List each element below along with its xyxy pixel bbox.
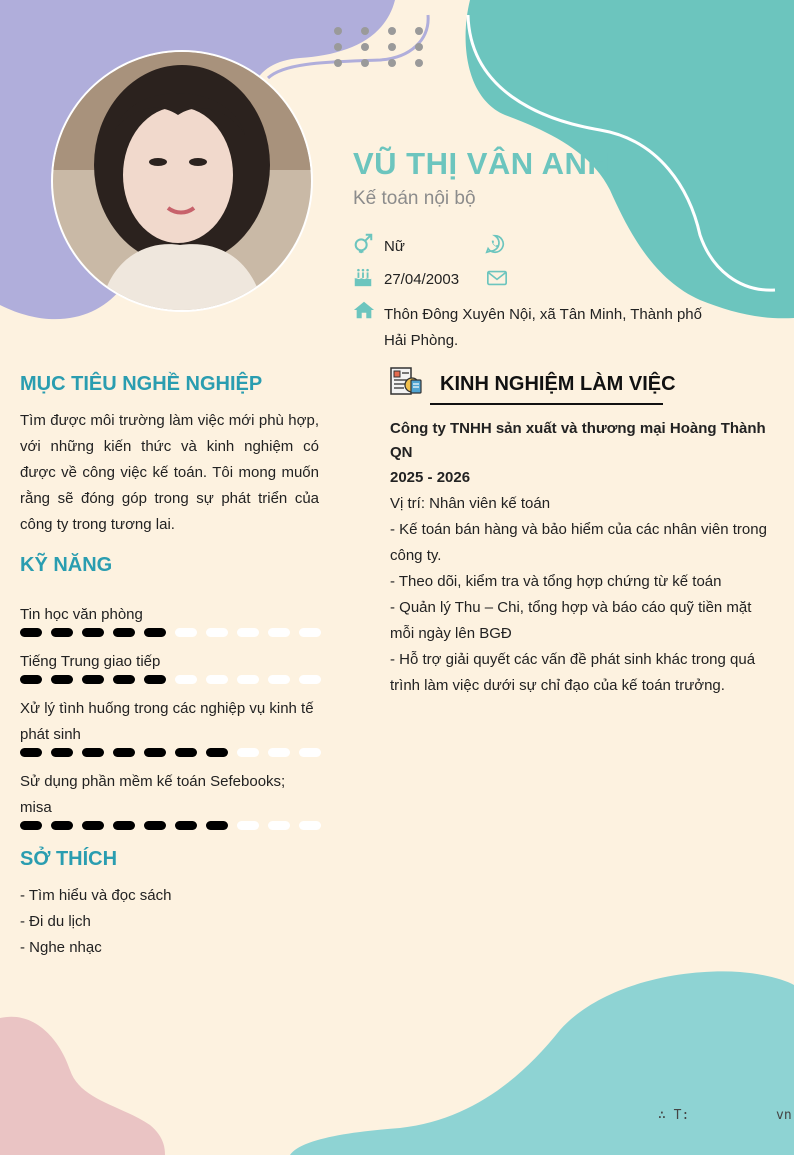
skill-pill-filled xyxy=(20,628,42,637)
footer-mark-right: vn xyxy=(776,1108,792,1123)
phone-whatsapp-icon xyxy=(484,233,506,255)
skill-pill-empty xyxy=(175,675,197,684)
job-title: Kế toán nội bộ xyxy=(353,188,476,209)
skill-pill-filled xyxy=(144,821,166,830)
skill-pill-empty xyxy=(299,748,321,757)
skill-pill-empty xyxy=(268,628,290,637)
skill-pill-empty xyxy=(206,675,228,684)
skill-pill-empty xyxy=(299,628,321,637)
job-position: Vị trí: Nhân viên kế toán xyxy=(390,495,551,512)
skills-list xyxy=(20,602,321,842)
skill-pill-filled xyxy=(113,821,135,830)
skill-pill-filled xyxy=(51,628,73,637)
skill-name: Sử dụng phần mềm kế toán Sefebooks; misa xyxy=(20,773,286,816)
skill-pill-filled xyxy=(175,748,197,757)
skill-name: Tin học văn phòng xyxy=(20,606,143,623)
skill-pill-filled xyxy=(144,628,166,637)
experience-icon xyxy=(388,366,422,396)
experience-entry xyxy=(390,417,775,699)
skill-pill-empty xyxy=(268,675,290,684)
skill-pill-filled xyxy=(20,748,42,757)
skill-name: Xử lý tình huống trong các nghiệp vụ kinh tế phát sinh xyxy=(20,700,314,743)
objective-text: Tìm được môi trường làm việc mới phù hợp, với những kiến thức và kinh nghiệm có được về công việc kế toán. Tôi mong muốn rằng sẽ đóng góp trong sự phát triển của công ty trong tương lai. xyxy=(20,412,319,533)
hobby-item: - Nghe nhạc xyxy=(20,939,102,956)
work-period: 2025 - 2026 xyxy=(390,469,471,486)
skill-pill-empty xyxy=(206,628,228,637)
objective-heading: MỤC TIÊU NGHỀ NGHIỆP xyxy=(20,373,263,395)
pink-blob xyxy=(0,1017,165,1155)
hobbies-heading: SỞ THÍCH xyxy=(20,848,118,870)
duty-item: - Quản lý Thu – Chi, tổng hợp và báo cáo quỹ tiền mặt mỗi ngày lên BGĐ xyxy=(390,599,752,642)
skill-item xyxy=(20,769,321,830)
experience-heading: KINH NGHIỆM LÀM VIỆC xyxy=(440,373,676,395)
skill-level-bar xyxy=(20,628,321,637)
skill-pill-empty xyxy=(237,821,259,830)
birthday-text: 27/04/2003 xyxy=(384,271,460,288)
experience-heading-underline xyxy=(430,403,663,405)
skill-level-bar xyxy=(20,675,321,684)
skill-item xyxy=(20,696,321,757)
hobby-item: - Đi du lịch xyxy=(20,913,91,930)
skill-pill-filled xyxy=(20,821,42,830)
skill-pill-empty xyxy=(237,748,259,757)
skill-pill-filled xyxy=(144,748,166,757)
birthday-cake-icon xyxy=(352,266,374,288)
company-name: Công ty TNHH sản xuất và thương mại Hoàng Thành QN xyxy=(390,420,766,461)
hobby-item: - Tìm hiểu và đọc sách xyxy=(20,887,172,904)
skill-pill-filled xyxy=(82,821,104,830)
skill-pill-empty xyxy=(237,675,259,684)
duties-list xyxy=(390,517,775,699)
skill-pill-filled xyxy=(113,675,135,684)
skill-pill-filled xyxy=(20,675,42,684)
skill-level-bar xyxy=(20,821,321,830)
skill-pill-empty xyxy=(237,628,259,637)
hobbies-list xyxy=(20,883,320,961)
skill-pill-empty xyxy=(299,675,321,684)
skill-pill-filled xyxy=(175,821,197,830)
skill-pill-filled xyxy=(82,675,104,684)
skill-item xyxy=(20,602,321,637)
skill-pill-filled xyxy=(113,628,135,637)
skill-name: Tiếng Trung giao tiếp xyxy=(20,653,161,670)
skill-pill-filled xyxy=(82,628,104,637)
skills-heading: KỸ NĂNG xyxy=(20,554,113,576)
aqua-blob xyxy=(290,971,794,1155)
skill-pill-empty xyxy=(175,628,197,637)
address-text: Thôn Đông Xuyên Nội, xã Tân Minh, Thành phố Hải Phòng. xyxy=(384,306,702,349)
duty-item: - Hỗ trợ giải quyết các vấn đề phát sinh khác trong quá trình làm việc dưới sự chỉ đạo của kế toán trưởng. xyxy=(390,651,756,694)
skill-pill-filled xyxy=(206,748,228,757)
duty-item: - Theo dõi, kiểm tra và tổng hợp chứng từ kế toán xyxy=(390,573,722,590)
skill-pill-filled xyxy=(206,821,228,830)
footer-mark: ∴ T: xyxy=(658,1108,690,1123)
skill-pill-filled xyxy=(82,748,104,757)
skill-pill-filled xyxy=(51,675,73,684)
person-name: VŨ THỊ VÂN ANH xyxy=(353,146,611,181)
gender-text: Nữ xyxy=(384,238,405,255)
skill-item xyxy=(20,649,321,684)
home-icon xyxy=(353,299,375,321)
email-icon xyxy=(486,267,508,289)
skill-pill-empty xyxy=(268,821,290,830)
gender-icon xyxy=(352,232,374,254)
duty-item: - Kế toán bán hàng và bảo hiểm của các nhân viên trong công ty. xyxy=(390,521,767,564)
skill-pill-empty xyxy=(268,748,290,757)
skill-pill-filled xyxy=(113,748,135,757)
skill-pill-filled xyxy=(51,748,73,757)
skill-level-bar xyxy=(20,748,321,757)
skill-pill-filled xyxy=(144,675,166,684)
skill-pill-filled xyxy=(51,821,73,830)
skill-pill-empty xyxy=(299,821,321,830)
